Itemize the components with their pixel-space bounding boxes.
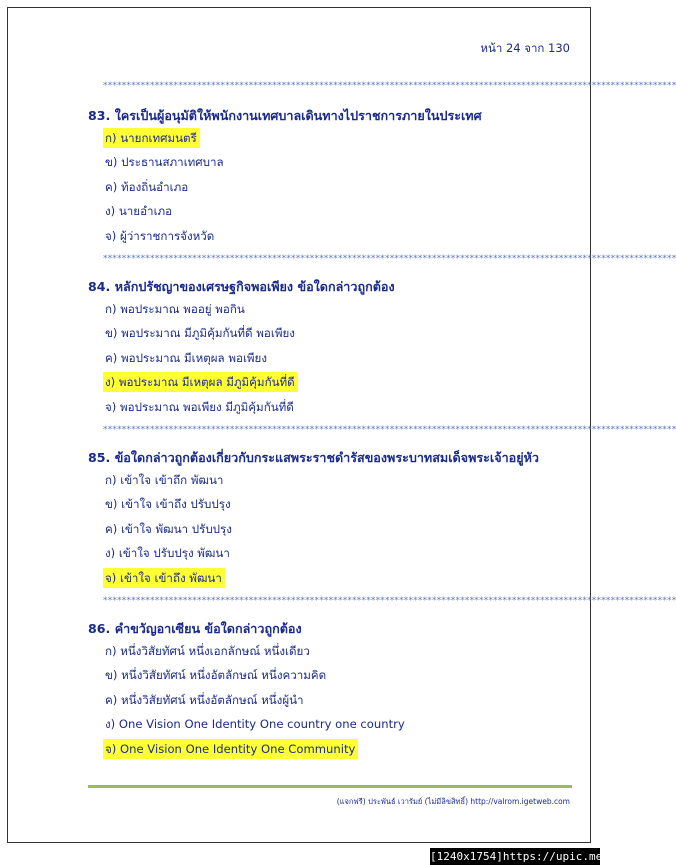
choice-85-e-answer: จ) เข้าใจ เข้าถึง พัฒนา [103, 568, 225, 588]
separator-line: ************************************************************************************************************************** [103, 81, 676, 91]
question-86: 86. คำขวัญอาเซียน ข้อใดกล่าวถูกต้อง [88, 621, 302, 636]
choice-84-c: ค) พอประมาณ มีเหตุผล พอเพียง [105, 351, 268, 365]
choice-86-b: ข) หนึ่งวิสัยทัศน์ หนึ่งอัตลักษณ์ หนึ่งความคิด [105, 668, 327, 682]
choice-85-b: ข) เข้าใจ เข้าถึง ปรับปรุง [105, 497, 231, 511]
choice-86-c: ค) หนึ่งวิสัยทัศน์ หนึ่งอัตลักษณ์ หนึ่งผู้นำ [105, 693, 304, 707]
separator-line: ************************************************************************************************************************** [103, 425, 676, 435]
question-84: 84. หลักปรัชญาของเศรษฐกิจพอเพียง ข้อใดกล่าวถูกต้อง [88, 279, 395, 294]
footer-credit: (แจกฟรี) ประพันธ์ เวารัมย์ (ไม่มีลิขสิทธิ์) http://valrom.igetweb.com [336, 797, 570, 806]
choice-83-e: จ) ผู้ว่าราชการจังหวัด [105, 229, 215, 243]
choice-86-d: ง) One Vision One Identity One country one country [105, 717, 405, 731]
choice-86-a: ก) หนึ่งวิสัยทัศน์ หนึ่งเอกลักษณ์ หนึ่งเดียว [105, 644, 310, 658]
choice-83-c: ค) ท้องถิ่นอำเภอ [105, 180, 189, 194]
choice-86-e-answer: จ) One Vision One Identity One Community [103, 739, 358, 759]
choice-85-c: ค) เข้าใจ พัฒนา ปรับปรุง [105, 522, 232, 536]
choice-85-a: ก) เข้าใจ เข้าถึก พัฒนา [105, 473, 224, 487]
separator-line: ************************************************************************************************************************** [103, 596, 676, 606]
choice-84-b: ข) พอประมาณ มีภูมิคุ้มกันที่ดี พอเพียง [105, 326, 295, 340]
choice-84-a: ก) พอประมาณ พออยู่ พอกิน [105, 302, 245, 316]
separator-line: ************************************************************************************************************************** [103, 254, 676, 264]
choice-84-d-answer: ง) พอประมาณ มีเหตุผล มีภูมิคุ้มกันที่ดี [103, 372, 298, 392]
question-85: 85. ข้อใดกล่าวถูกต้องเกี่ยวกับกระแสพระราชดำรัสของพระบาทสมเด็จพระเจ้าอยู่หัว [88, 450, 539, 465]
choice-83-a-answer: ก) นายกเทศมนตรี [103, 128, 200, 148]
choice-85-d: ง) เข้าใจ ปรับปรุง พัฒนา [105, 546, 230, 560]
choice-83-d: ง) นายอำเภอ [105, 204, 173, 218]
choice-83-b: ข) ประธานสภาเทศบาล [105, 155, 224, 169]
page-number: หน้า 24 จาก 130 [480, 41, 570, 55]
question-83: 83. ใครเป็นผู้อนุมัติให้พนักงานเทศบาลเดินทางไปราชการภายในประเทศ [88, 108, 482, 123]
choice-84-e: จ) พอประมาณ พอเพียง มีภูมิคุ้มกันที่ดี [105, 400, 294, 414]
footer-rule [88, 785, 572, 788]
watermark-label: [1240x1754]https://upic.me/ [430, 850, 609, 863]
